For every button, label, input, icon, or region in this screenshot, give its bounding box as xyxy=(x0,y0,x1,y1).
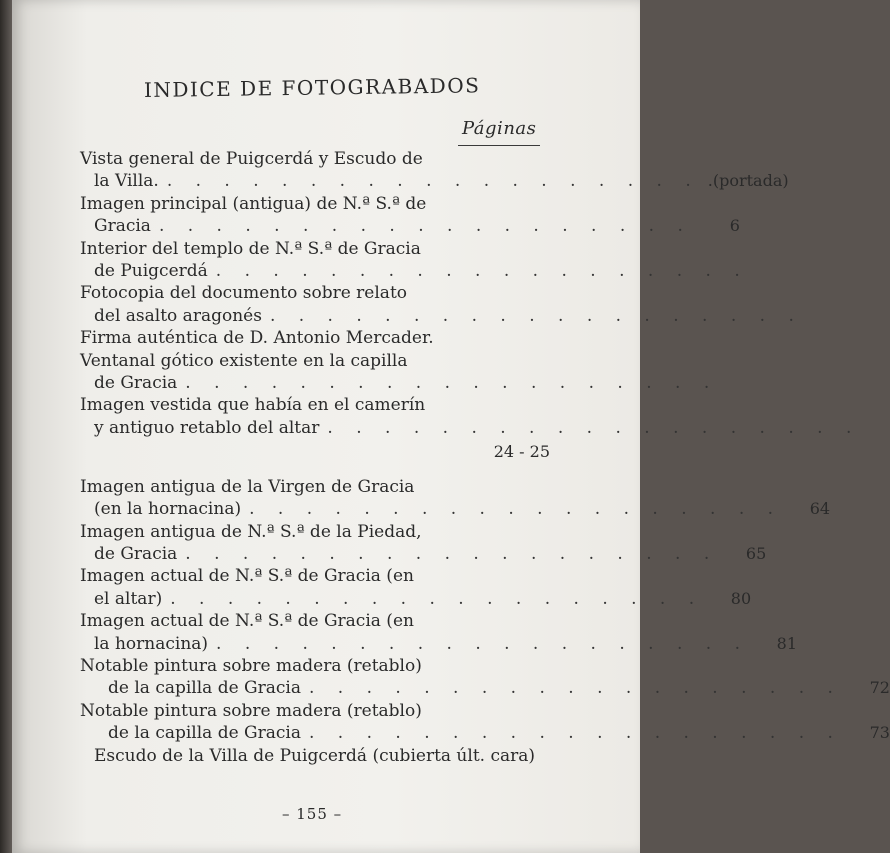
index-entry xyxy=(80,282,803,327)
entry-page: 80 xyxy=(730,588,752,608)
entry-text: Imagen actual de N.ª S.ª de Gracia (en xyxy=(80,566,414,587)
entry-page: 72 xyxy=(869,678,890,698)
page-title: INDICE DE FOTOGRABADOS xyxy=(143,73,481,102)
entry-page: .(portada) xyxy=(707,171,789,191)
leader-dots: . . . . . . . . . . . . . . . . . . . xyxy=(215,260,749,281)
leader-dots: . . . . . . . . . . . . . . . . . . . xyxy=(309,678,842,699)
entry-text-cont: de Gracia xyxy=(94,544,178,565)
index-entry xyxy=(80,565,752,610)
entry-text-cont: del asalto aragonés xyxy=(94,305,262,326)
column-header-pages: Páginas xyxy=(462,118,537,139)
entry-page: 64 xyxy=(809,499,831,519)
index-entries xyxy=(80,148,890,767)
entry-text-cont: la hornacina) xyxy=(94,633,209,654)
index-entry xyxy=(80,700,890,745)
index-entry xyxy=(80,610,797,655)
leader-dots: . . . . . . . . . . . . . . . . . . . xyxy=(216,633,749,654)
index-entry xyxy=(80,521,767,566)
entry-text: Imagen antigua de la Virgen de Gracia xyxy=(80,476,415,497)
index-entry xyxy=(80,193,740,238)
leader-dots: . . . . . . . . . . . . . . . . . . . xyxy=(158,216,692,237)
entry-text: Interior del templo de N.ª S.ª de Gracia xyxy=(80,238,421,259)
leader-dots: . . . . . . . . . . . . . . . . . . . xyxy=(249,499,783,520)
leader-dots: . . . . . . . . . . . . . . . . . . . xyxy=(269,305,803,326)
leader-dots: . . . . . . . . . . . . . . . . . . . xyxy=(185,372,719,393)
entry-text: Fotocopia del documento sobre relato xyxy=(80,283,408,304)
leader-dots: . . . . . . . . . . . . . . . . . . . xyxy=(185,544,719,565)
group-page-range: 24 - 25 xyxy=(493,442,550,462)
entry-text: Imagen principal (antigua) de N.ª S.ª de xyxy=(80,193,427,214)
entry-text-cont: de Gracia xyxy=(94,372,178,393)
index-entry xyxy=(80,476,831,521)
entry-page: 73 xyxy=(869,723,890,743)
entry-text: Notable pintura sobre madera (retablo) xyxy=(80,655,422,676)
index-entry xyxy=(80,350,719,395)
index-entry xyxy=(80,148,789,193)
index-entry xyxy=(80,238,749,283)
entry-text-cont: de la capilla de Gracia xyxy=(108,678,301,699)
page-number: – 155 – xyxy=(282,805,343,823)
index-entry xyxy=(80,394,861,439)
entry-text: Ventanal gótico existente en la capilla xyxy=(80,350,408,371)
entry-page: 6 xyxy=(729,216,740,236)
leader-dots: . . . . . . . . . . . . . . . . . . . xyxy=(170,588,704,609)
entry-page: 65 xyxy=(745,544,767,564)
entry-text-cont: de Puigcerdá xyxy=(94,260,208,281)
entry-text-cont: el altar) xyxy=(94,588,163,609)
leader-dots: . . . . . . . . . . . . . . . . . . . xyxy=(327,417,861,438)
column-header-underline xyxy=(458,145,540,146)
entry-text-cont: la Villa. xyxy=(94,171,159,192)
entry-text: Vista general de Puigcerdá y Escudo de xyxy=(80,149,423,169)
entry-text: Notable pintura sobre madera (retablo) xyxy=(80,700,422,721)
index-entry xyxy=(94,745,550,767)
group-page-entry xyxy=(80,439,550,476)
leader-dots: . . . . . . . . . . . . . . . . . . . xyxy=(309,723,842,744)
index-entry xyxy=(80,655,890,700)
entry-text-cont: (en la hornacina) xyxy=(94,499,242,520)
entry-text: Imagen actual de N.ª S.ª de Gracia (en xyxy=(80,611,414,632)
entry-text-cont: Gracia xyxy=(94,216,151,237)
entry-text: Imagen vestida que había en el camerín xyxy=(80,395,426,416)
entry-text: Imagen antigua de N.ª S.ª de la Piedad, xyxy=(80,521,422,542)
entry-text: Escudo de la Villa de Puigcerdá (cubierta últ. cara) xyxy=(94,745,536,766)
entry-text: Firma auténtica de D. Antonio Mercader. xyxy=(80,328,434,349)
index-entry xyxy=(80,327,550,349)
entry-page: 81 xyxy=(776,633,797,653)
leader-dots: . . . . . . . . . . . . . . . . . . . xyxy=(166,171,700,192)
book-page xyxy=(12,0,890,853)
entry-text-cont: de la capilla de Gracia xyxy=(108,723,301,744)
entry-text-cont: y antiguo retablo del altar xyxy=(94,417,320,438)
